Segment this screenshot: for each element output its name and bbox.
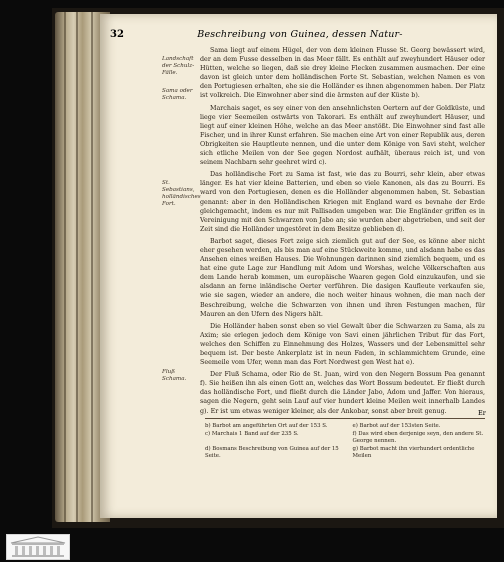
footnote: g) Barbot macht ihn vierhundert ordentliche Meilen xyxy=(352,445,475,460)
margin-note: Sama oder Schama. xyxy=(162,88,193,101)
footnotes xyxy=(205,423,490,461)
footnote: c) Marchais 1 Band auf der 235 S. xyxy=(205,430,299,437)
page-number: 32 xyxy=(110,29,124,40)
running-head xyxy=(110,29,490,45)
margin-note: St. Sebastians, holländisches Fort. xyxy=(162,180,201,207)
paragraph: Die Holländer haben sonst eben so viel Gewalt über die Schwarzen zu Sama, als zu Axim; sie erlegen jedoch dem Könige von Savi einen jährlichen Tribut für das Fort, welches den Schiffen zu Einnehmung des Holzes, Wassers und der Lebensmittel sehr bequem ist. Der beste Ankerplatz ist in neun Faden, in schlammichtem Grunde, eine Seemeile vom Ufer, wenn man das Fort Nordwest gen West hat e). xyxy=(200,322,485,367)
page-header-title: Beschreibung von Guinea, dessen Natur- xyxy=(197,29,403,40)
footnote: d) Bosmans Beschreibung von Guinea auf der 15 Seite. xyxy=(205,445,339,460)
binding-stripe xyxy=(64,12,66,522)
paragraph: Sama liegt auf einem Hügel, der von dem kleinen Flusse St. Georg bewässert wird, der an dem Fusse desselben in das Meer fällt. Es enthält auf zweyhundert Häuser oder Hütten, welche so liegen, daß sie drey kleine Flecken zusammen ausmachen. Der eine davon ist gleich unter dem holländischen Forte St. Sebastian, welchen Namen es von den Portugiesen erhalten, ehe sie die Holländer es ihnen abgenommen haben. Der Platz ist volkreich. Die Einwohner aber sind die ärmsten auf der Küste b). xyxy=(200,47,485,100)
paragraph: Barbot saget, dieses Fort zeige sich ziemlich gut auf der See, es könne aber nicht eher gesehen werden, als bis man auf eine Stückweite komme, und alsdann habe es das Ansehen eines weißen Hauses. Die Wohnungen darinnen sind ziemlich bequem, und es hat eine gute Lage zur Handlung mit Adom und Worshas, welche Völkerschaften aus dem Lande herab kommen, um europäische Waaren gegen Gold einzukaufen, und sie alsdann an ferne inländische Oerter verführen. Die dasigen Kaufleute verkaufen sie, wie sie sagen, wieder an andere, die noch weiter hinaus wohnen, die man nach der Beschreibung, welche die Schwarzen von ihnen und ihren Festungen machen, für Mauren an den Ufern des Nigers hält. xyxy=(200,237,485,318)
paragraph: Der Fluß Schama, oder Rio de St. Juan, wird von den Negern Bossum Pea genannt f). Sie heißen ihn als einen Gott an, welches das Wort Bossum bedeutet. Er fließt durch das holländische Fort, und fließt durch die Länder Jabo, Adom und Jaffer. Von hieraus, sagen die Negern, geht sein Lauf auf vier hundert kleine Meilen weit innerhalb Landes g). Er ist um etwas weniger kleiner, als der Ankobar, sonst aber breit genug. xyxy=(200,371,485,415)
binding-stripe xyxy=(76,12,78,522)
catchword: Er xyxy=(478,409,486,417)
footnote-rule xyxy=(205,418,485,419)
footnote: b) Barbot am angeführten Ort auf der 153 S. xyxy=(205,423,328,429)
paragraph: Das holländische Fort zu Sama ist fast, wie das zu Bourri, sehr klein, aber etwas länger. Es hat vier kleine Batterien, und eben so viele Kanonen, als das zu Bourri. Es ward von den Portugiesen, denen es die Holländer abgenommen haben, St. Sebastian genannt: aber in den Holländischen Kriegen mit England ward es bevnahe der Erde gleichgemacht, indem es nur mit Pallisaden umgeben war. Die Engländer griffen es in Vereinigung mit den Schwarzen von Jabo an; sie wurden aber abgetrieben, und seit der Zeit sind die Holländer ungestöret in dem Besitze geblieben d). xyxy=(200,171,485,233)
body-text xyxy=(200,46,485,419)
paragraph: Marchais saget, es sey einer von den ansehnlichsten Oertern auf der Goldküste, und liege vier Seemeilen ostwärts von Takorari. Es enthält auf zweyhundert Häuser, und liegt auf einer kleinen Höhe, welche an das Meer anstößt. Die Einwohner sind fast alle Fischer, und in ihrer Kunst erfahren. Sie machen eine Art von einer Republik aus, deren Obrigkeiten sie Hauptleute nennen, und die unter dem Könige von Savi steht, welcher sich etliche Meilen von der See gegen Nordost aufhält, überaus reich ist, und von seinem Nachbarn sehr geehret wird c). xyxy=(200,104,485,167)
footnote: e) Barbot auf der 153sten Seite. xyxy=(352,423,441,429)
binding-stripe xyxy=(91,12,93,522)
library-logo xyxy=(6,534,70,560)
margin-note: Fluß Schama. xyxy=(162,369,187,382)
building-icon xyxy=(7,535,69,559)
margin-note: Landschaft der Schulz-Fälle. xyxy=(162,56,195,76)
footnote: f) Das wird eben derjenige seyn, den andere St. George nennen. xyxy=(352,430,484,445)
